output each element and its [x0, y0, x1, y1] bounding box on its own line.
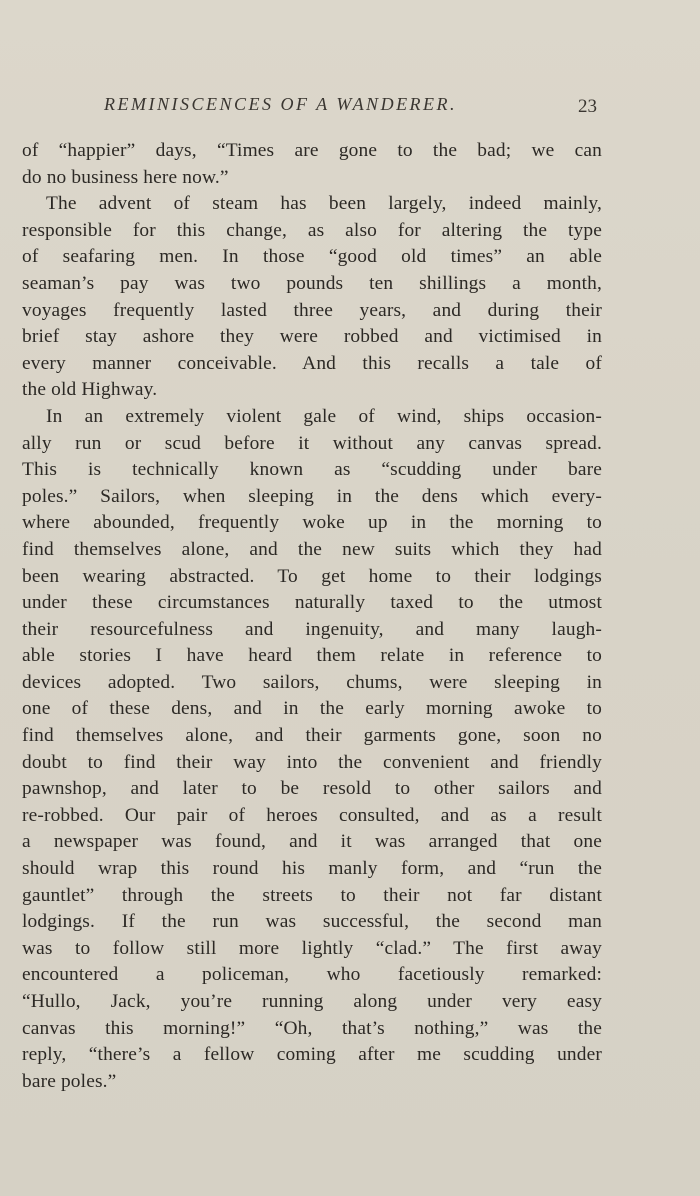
text-line: the old Highway.: [22, 379, 158, 401]
text-line: doubt to find their way into the convenient and friendly: [22, 751, 602, 773]
text-line: of “happier” days, “Times are gone to the bad; we can: [22, 140, 602, 161]
text-line: re-robbed. Our pair of heroes consulted, and as a result: [22, 804, 602, 826]
text-line: reply, “there’s a fellow coming after me scudding under: [22, 1044, 602, 1066]
text-line: was to follow still more lightly “clad.” The first away: [22, 937, 602, 959]
text-line: “Hullo, Jack, you’re running along under very easy: [22, 991, 602, 1012]
text-line: find themselves alone, and the new suits which they had: [22, 538, 602, 560]
text-line: The advent of steam has been largely, indeed mainly,: [46, 193, 602, 215]
text-line: poles.” Sailors, when sleeping in the dens which every-: [22, 485, 602, 507]
text-line: This is technically known as “scudding under bare: [22, 459, 602, 481]
text-line: bare poles.”: [22, 1070, 117, 1092]
text-line: should wrap this round his manly form, and “run the: [22, 858, 602, 880]
text-line: find themselves alone, and their garments gone, soon no: [22, 725, 602, 747]
text-line: encountered a policeman, who facetiously remarked:: [22, 964, 602, 986]
text-line: do no business here now.”: [22, 166, 229, 188]
text-line: pawnshop, and later to be resold to other sailors and: [22, 778, 602, 800]
text-line: In an extremely violent gale of wind, ships occasion-: [46, 405, 602, 427]
text-line: ally run or scud before it without any canvas spread.: [22, 432, 602, 454]
body-text: [22, 138, 602, 1095]
text-line: been wearing abstracted. To get home to their lodgings: [22, 565, 602, 587]
text-line: their resourcefulness and ingenuity, and many laugh-: [22, 618, 602, 640]
running-title: REMINISCENCES OF A WANDERER.: [104, 94, 458, 114]
text-line: voyages frequently lasted three years, and during their: [22, 299, 602, 321]
text-line: seaman’s pay was two pounds ten shillings a month,: [22, 272, 602, 294]
text-line: lodgings. If the run was successful, the second man: [22, 911, 602, 933]
text-line: one of these dens, and in the early morning awoke to: [22, 698, 602, 720]
text-line: of seafaring men. In those “good old times” an able: [22, 246, 602, 268]
text-line: brief stay ashore they were robbed and victimised in: [22, 326, 602, 348]
text-line: devices adopted. Two sailors, chums, were sleeping in: [22, 671, 602, 693]
text-line: responsible for this change, as also for altering the type: [22, 219, 602, 241]
text-line: every manner conceivable. And this recalls a tale of: [22, 352, 602, 374]
text-line: able stories I have heard them relate in reference to: [22, 645, 602, 667]
page-number: 23: [578, 96, 597, 117]
text-line: a newspaper was found, and it was arranged that one: [22, 831, 602, 853]
text-line: under these circumstances naturally taxed to the utmost: [22, 592, 602, 614]
text-line: where abounded, frequently woke up in the morning to: [22, 512, 602, 534]
text-line: gauntlet” through the streets to their not far distant: [22, 884, 602, 906]
text-line: canvas this morning!” “Oh, that’s nothing,” was the: [22, 1017, 602, 1039]
